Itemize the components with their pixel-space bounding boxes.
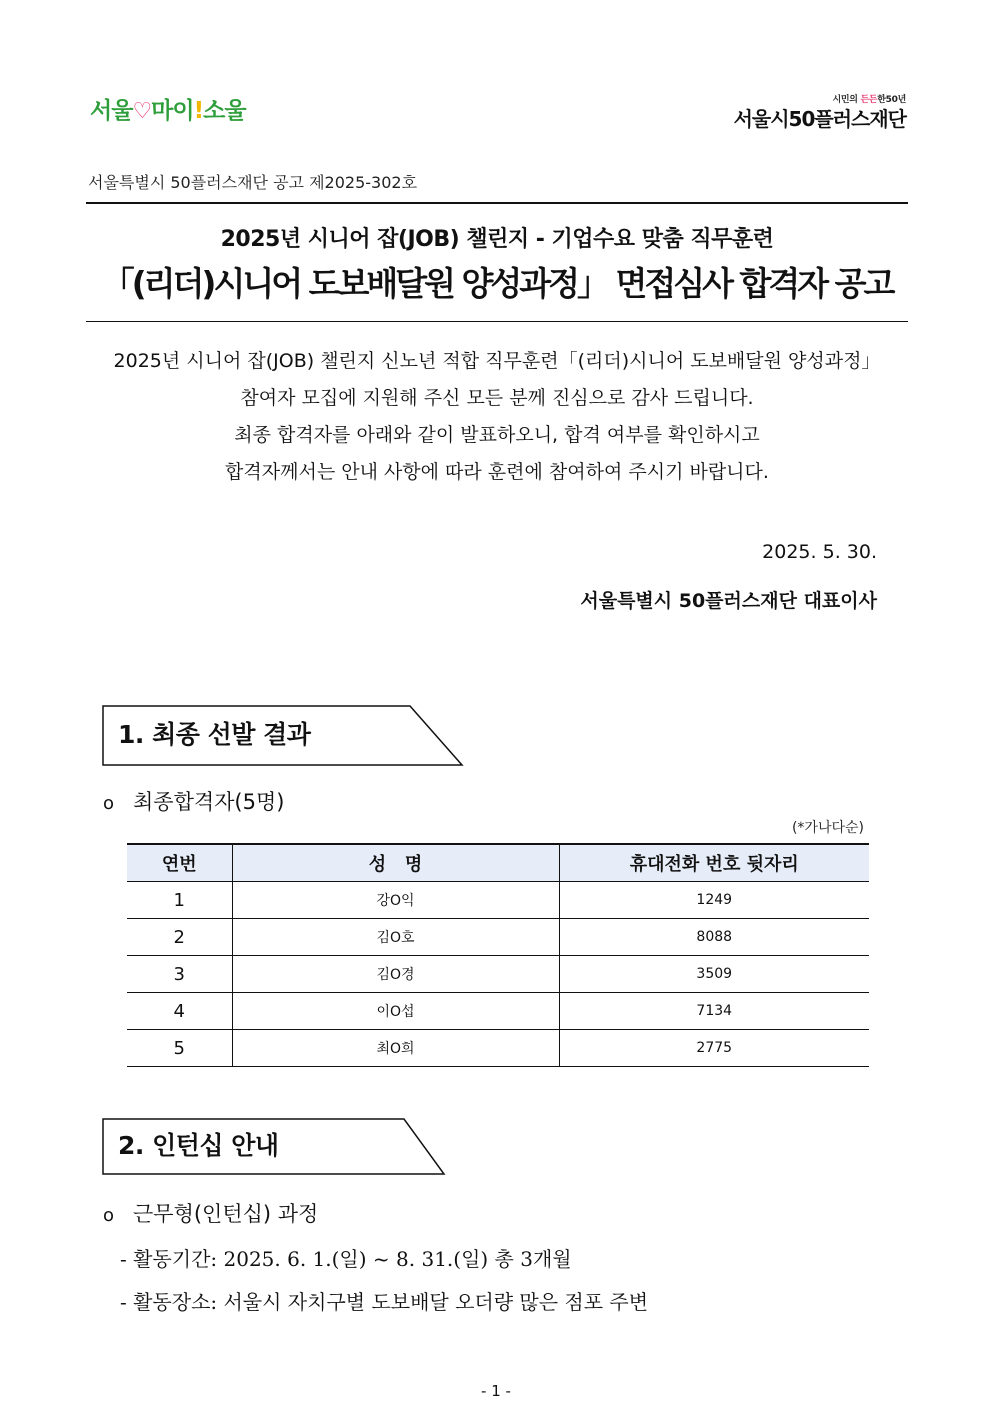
section1-heading-box <box>102 705 462 765</box>
table-row <box>127 919 869 956</box>
foundation-tagline: 시민의 든든한50년 <box>832 95 906 105</box>
page-title: 「(리더)시니어 도보배달원 양성과정」 면접심사 합격자 공고 <box>101 264 893 303</box>
table-row <box>127 956 869 993</box>
row-number: 3 <box>127 956 232 993</box>
row-number: 5 <box>127 1030 232 1067</box>
intro-line: 참여자 모집에 지원해 주신 모든 분께 진심으로 감사 드립니다. <box>240 387 754 409</box>
column-header-phone: 휴대전화 번호 뒷자리 <box>559 844 869 882</box>
activity-period: - 활동기간: 2025. 6. 1.(일) ~ 8. 31.(일) 총 3개월 <box>120 1247 572 1271</box>
bullet-mark: o <box>103 1205 115 1226</box>
row-phone: 7134 <box>559 993 869 1030</box>
row-phone: 1249 <box>559 882 869 919</box>
row-phone: 3509 <box>559 956 869 993</box>
title-top-rule <box>86 202 908 204</box>
intro-paragraph <box>86 343 908 491</box>
section1-bullet <box>103 786 284 816</box>
table-row <box>127 993 869 1030</box>
sub-title: 2025년 시니어 잡(JOB) 챌린지 - 기업수요 맞춤 직무훈련 <box>220 227 774 252</box>
section2-bullet-text: 근무형(인턴십) 과정 <box>133 1202 319 1226</box>
section2-heading: 2. 인턴십 안내 <box>118 1131 279 1160</box>
logo-left-part3: ! <box>193 98 204 124</box>
foundation-name: 서울시50플러스재단 <box>733 107 906 131</box>
table-header-row <box>127 844 869 882</box>
section2-heading-box <box>102 1118 447 1175</box>
bullet-mark: o <box>103 793 115 814</box>
activity-location: - 활동장소: 서울시 자치구별 도보배달 오더량 많은 점포 주변 <box>120 1290 649 1314</box>
row-number: 1 <box>127 882 232 919</box>
intro-line: 합격자께서는 안내 사항에 따라 훈련에 참여하여 주시기 바랍니다. <box>225 461 769 483</box>
page-number: - 1 - <box>481 1382 511 1400</box>
intro-line: 최종 합격자를 아래와 같이 발표하오니, 합격 여부를 확인하시고 <box>234 424 760 446</box>
row-name: 강O익 <box>232 882 559 919</box>
notice-number: 서울특별시 50플러스재단 공고 제2025-302호 <box>88 173 418 192</box>
foundation-logo <box>734 92 906 132</box>
row-phone: 2775 <box>559 1030 869 1067</box>
seoul-my-soul-logo <box>90 92 246 125</box>
table-row <box>127 1030 869 1067</box>
section1-heading: 1. 최종 선발 결과 <box>118 720 311 749</box>
row-name: 최O희 <box>232 1030 559 1067</box>
column-header-name: 성 명 <box>232 844 559 882</box>
heart-icon: ♡ <box>132 99 152 124</box>
row-name: 이O섭 <box>232 993 559 1030</box>
table-row <box>127 882 869 919</box>
row-number: 2 <box>127 919 232 956</box>
results-table <box>127 843 869 1067</box>
logo-left-part1: 서울 <box>90 98 133 124</box>
column-header-number: 연번 <box>127 844 232 882</box>
logo-left-part2: 마이 <box>151 98 194 124</box>
row-number: 4 <box>127 993 232 1030</box>
logo-left-part4: 소울 <box>203 98 246 124</box>
title-bottom-rule <box>86 321 908 322</box>
section2-bullet <box>103 1198 318 1228</box>
row-phone: 8088 <box>559 919 869 956</box>
notice-date: 2025. 5. 30. <box>762 541 877 563</box>
intro-line: 2025년 시니어 잡(JOB) 챌린지 신노년 적합 직무훈련「(리더)시니어 도보배달원 양성과정」 <box>113 350 881 372</box>
sort-note: (*가나다순) <box>791 820 864 836</box>
section1-bullet-text: 최종합격자(5명) <box>133 790 285 814</box>
row-name: 김O경 <box>232 956 559 993</box>
row-name: 김O호 <box>232 919 559 956</box>
signer: 서울특별시 50플러스재단 대표이사 <box>580 590 877 612</box>
